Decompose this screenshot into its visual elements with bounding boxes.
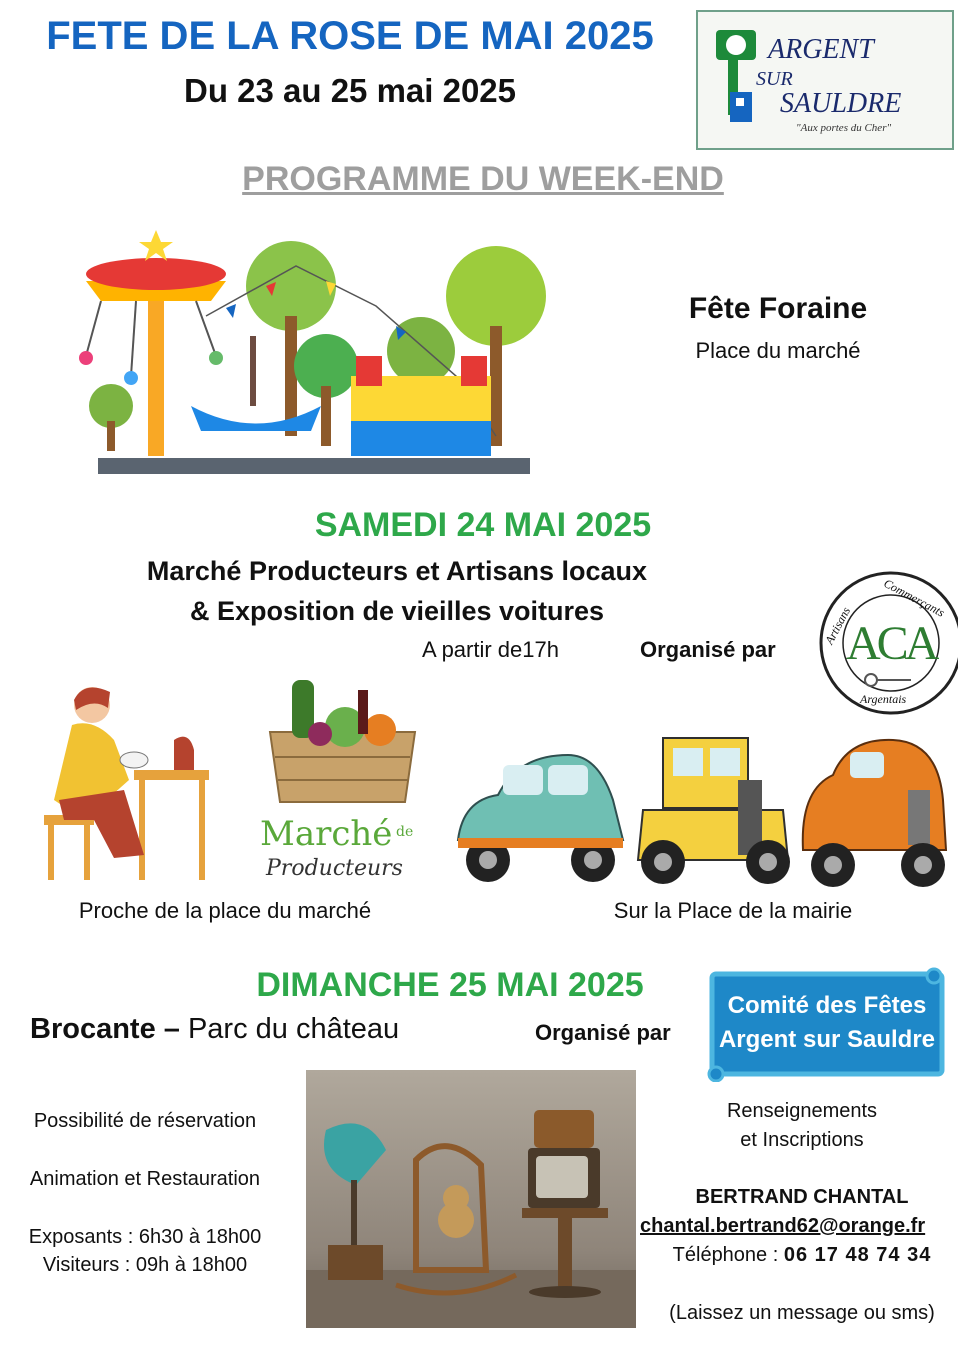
logo-line3: SAULDRE <box>780 88 902 119</box>
aca-ring-bottom: Argentais <box>860 692 907 706</box>
reservation-info: Possibilité de réservation <box>33 1110 257 1132</box>
aca-ring-top: Commerçants <box>881 576 947 620</box>
saturday-line2: & Exposition de vieilles voitures <box>189 596 605 626</box>
page-title: FETE DE LA ROSE DE MAI 2025 <box>46 14 654 58</box>
brocante-label: Brocante – <box>30 1013 180 1045</box>
aca-logo <box>816 568 958 718</box>
saturday-time: A partir de17h <box>422 637 559 662</box>
programme-heading: PROGRAMME DU WEEK-END <box>242 160 724 198</box>
contact-name: BERTRAND CHANTAL <box>695 1186 909 1208</box>
marche-producteurs-logo <box>250 672 430 892</box>
artisan-illustration <box>24 680 214 885</box>
animation-info: Animation et Restauration <box>29 1168 261 1190</box>
saturday-heading: SAMEDI 24 MAI 2025 <box>314 506 652 544</box>
aca-initials: ACA <box>846 617 936 670</box>
artisans-location: Proche de la place du marché <box>78 898 372 923</box>
cars-location: Sur la Place de la mairie <box>613 898 853 923</box>
marche-logo-title: Marché <box>260 814 393 854</box>
comite-des-fetes-sign <box>706 966 948 1082</box>
comite-line1: Comité des Fêtes <box>727 992 927 1019</box>
aca-ring-left: Artisans <box>822 604 854 647</box>
logo-line1: ARGENT <box>768 34 874 65</box>
marche-logo-subtitle: Producteurs <box>266 856 403 881</box>
comite-line2: Argent sur Sauldre <box>718 1026 936 1053</box>
event-dates: Du 23 au 25 mai 2025 <box>183 72 517 109</box>
marche-logo-de: de <box>396 824 414 840</box>
saturday-organized-by: Organisé par <box>640 637 776 662</box>
phone-number[interactable]: 06 17 48 74 34 <box>783 1244 932 1266</box>
fete-foraine-title: Fête Foraine <box>688 292 868 325</box>
brocante-photo <box>306 1070 636 1328</box>
vintage-cars-illustration <box>448 730 948 895</box>
brocante-line <box>30 1013 399 1046</box>
contact-note: (Laissez un message ou sms) <box>669 1302 935 1324</box>
inscriptions-label: et Inscriptions <box>740 1129 864 1151</box>
fairground-illustration <box>76 226 560 478</box>
brocante-place: Parc du château <box>179 1013 400 1045</box>
contact-email[interactable]: chantal.bertrand62@orange.fr <box>640 1215 926 1237</box>
renseignements-label: Renseignements <box>726 1100 878 1122</box>
phone-label: Téléphone : <box>672 1244 779 1266</box>
logo-line2: SUR <box>756 68 793 90</box>
exposants-hours: Exposants : 6h30 à 18h00 <box>28 1226 262 1248</box>
town-logo <box>696 10 954 150</box>
sunday-organized-by: Organisé par <box>535 1020 671 1045</box>
sunday-heading: DIMANCHE 25 MAI 2025 <box>256 966 644 1004</box>
logo-tagline: "Aux portes du Cher" <box>796 122 892 134</box>
visiteurs-hours: Visiteurs : 09h à 18h00 <box>42 1254 248 1276</box>
contact-phone-row <box>640 1244 958 1267</box>
saturday-line1: Marché Producteurs et Artisans locaux <box>146 556 648 586</box>
fete-foraine-place: Place du marché <box>695 338 861 363</box>
